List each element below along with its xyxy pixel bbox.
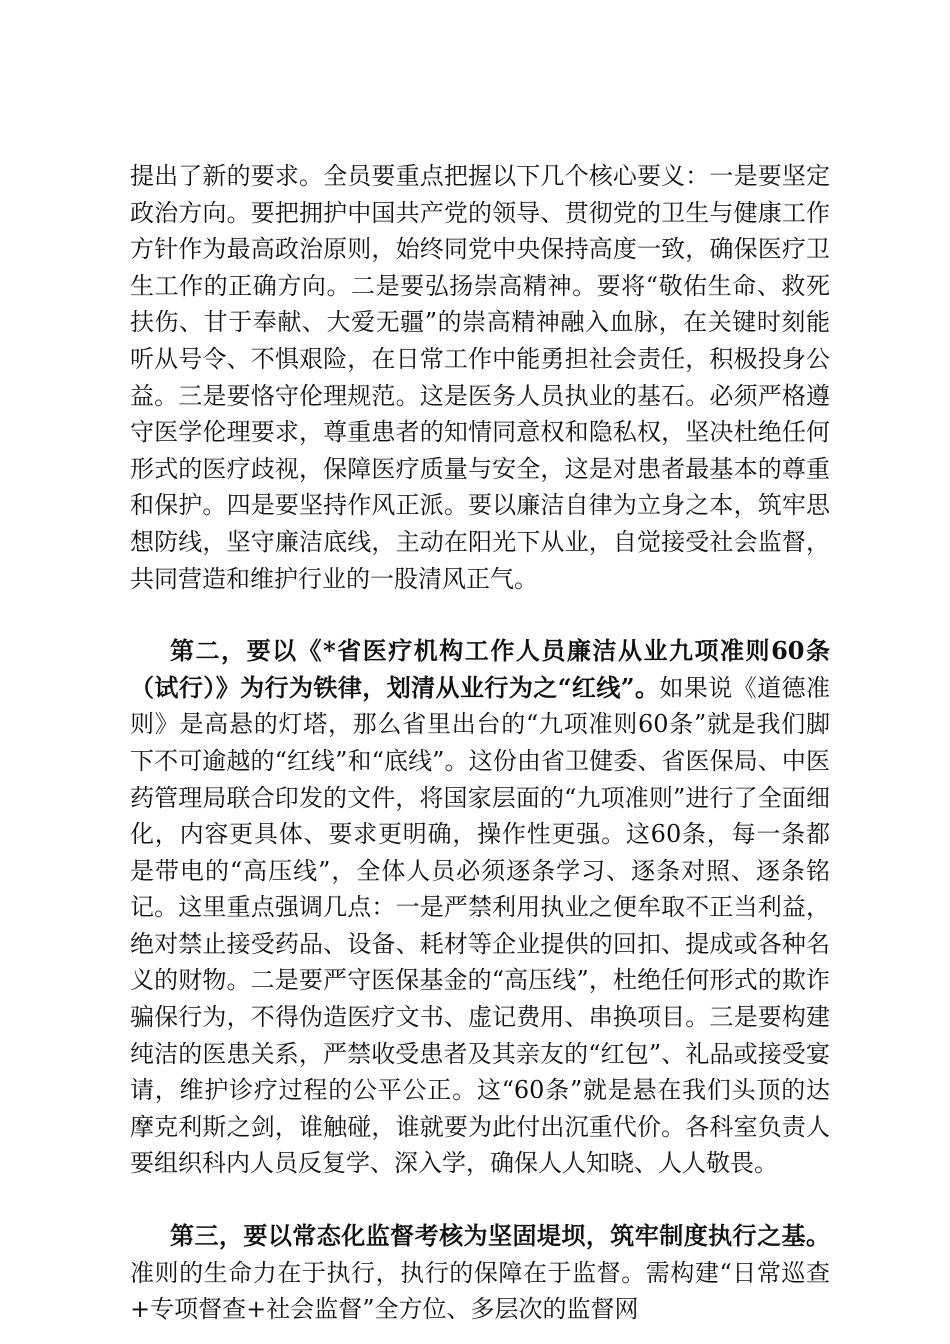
paragraph-2-text: 如果说《道德准则》是高悬的灯塔，那么省里出台的“九项准则60条”就是我们脚下不可逾越的“红线”和“底线”。这份由省卫健委、省医保局、中医药管理局联合印发的文件，将国家层面的“九项准则”进行了全面细化，内容更具体、要求更明确，操作性更强。这60条，每一条都是带电的“高压线”，全体人员必须逐条学习、逐条对照、逐条铭记。这里重点强调几点：一是严禁利用执业之便牟取不正当利益，绝对禁止接受药品、设备、耗材等企业提供的回扣、提成或各种名义的财物。二是要严守医保基金的“高压线”，杜绝任何形式的欺诈骗保行为，不得伪造医疗文书、虚记费用、串换项目。三是要构建纯洁的医患关系，严禁收受患者及其亲友的“红包”、礼品或接受宴请，维护诊疗过程的公平公正。这“60条”就是悬在我们头顶的达摩克利斯之剑，谁触碰，谁就要为此付出沉重代价。各科室负责人要组织科内人员反复学、深入学，确保人人知晓、人人敬畏。	[130, 673, 831, 1178]
paragraph-2-heading: 第二，要以《*省医疗机构工作人员廉洁从业九项准则60条（试行）》为行为铁律，划清从业行为之“红线”。	[130, 636, 830, 702]
paragraph-3-text: 准则的生命力在于执行，执行的保障在于监督。需构建“日常巡查+专项督查+社会监督”全方位、多层次的监督网	[130, 1258, 830, 1324]
paragraph-3-heading: 第三，要以常态化监督考核为坚固堤坝，筑牢制度执行之基。	[170, 1221, 830, 1251]
paragraph-3	[130, 1218, 830, 1328]
paragraph-1	[130, 158, 830, 597]
document-body	[130, 158, 830, 1328]
paragraph-2	[130, 633, 830, 1182]
paragraph-1-text: 提出了新的要求。全员要重点把握以下几个核心要义：一是要坚定政治方向。要把拥护中国共产党的领导、贯彻党的卫生与健康工作方针作为最高政治原则，始终同党中央保持高度一致，确保医疗卫生工作的正确方向。二是要弘扬崇高精神。要将“敬佑生命、救死扶伤、甘于奉献、大爱无疆”的崇高精神融入血脉，在关键时刻能听从号令、不惧艰险，在日常工作中能勇担社会责任，积极投身公益。三是要恪守伦理规范。这是医务人员执业的基石。必须严格遵守医学伦理要求，尊重患者的知情同意权和隐私权，坚决杜绝任何形式的医疗歧视，保障医疗质量与安全，这是对患者最基本的尊重和保护。四是要坚持作风正派。要以廉洁自律为立身之本，筑牢思想防线，坚守廉洁底线，主动在阳光下从业，自觉接受社会监督，共同营造和维护行业的一股清风正气。	[130, 162, 830, 593]
